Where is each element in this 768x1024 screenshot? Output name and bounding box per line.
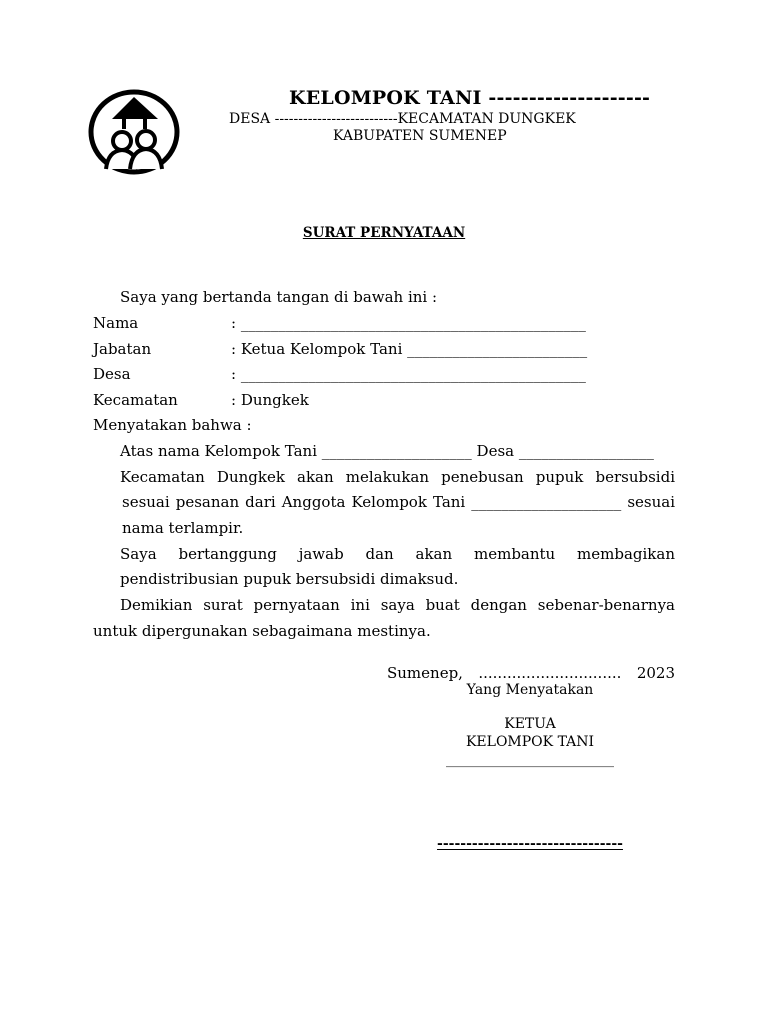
- field-value-jabatan: : Ketua Kelompok Tani ________________________: [231, 340, 588, 358]
- body-line-5: Saya bertanggung jawab dan akan membantu membagikan: [120, 545, 675, 563]
- intro-text: Saya yang bertanda tangan di bawah ini :: [120, 288, 438, 306]
- signature-name-placeholder: --------------------------------: [437, 836, 623, 852]
- field-label-jabatan: Jabatan: [93, 340, 152, 358]
- body-line-1: Atas nama Kelompok Tani ____________________ Desa __________________: [120, 442, 654, 460]
- kop-title: KELOMPOK TANI --------------------: [289, 87, 651, 109]
- field-label-kecamatan: Kecamatan: [93, 391, 178, 409]
- signature-yang-menyatakan: Yang Menyatakan: [466, 682, 594, 698]
- signature-date-dots: ..............................: [478, 664, 622, 682]
- signature-jabatan-kelompok: KELOMPOK TANI: [465, 734, 595, 750]
- field-label-desa: Desa: [93, 365, 131, 383]
- signature-city: Sumenep,: [387, 664, 463, 682]
- signature-jabatan-ketua: KETUA: [504, 716, 556, 732]
- field-value-nama: : ______________________________________________: [231, 314, 586, 332]
- body-line-7: Demikian surat pernyataan ini saya buat dengan sebenar-benarnya: [120, 596, 675, 614]
- signature-year: 2023: [636, 664, 675, 682]
- body-line-2: Kecamatan Dungkek akan melakukan penebusan pupuk bersubsidi: [120, 468, 675, 486]
- kop-desa-kecamatan: DESA --------------------------KECAMATAN DUNGKEK: [229, 111, 576, 127]
- letter-title: [0, 225, 768, 241]
- body-line-8: untuk dipergunakan sebagaimana mestinya.: [93, 622, 431, 640]
- field-value-kecamatan: : Dungkek: [231, 391, 309, 409]
- letter-title-text: SURAT PERNYATAAN: [302, 225, 466, 241]
- signature-underline: ________________________: [446, 752, 614, 768]
- field-label-nama: Nama: [93, 314, 139, 332]
- body-line-6: pendistribusian pupuk bersubsidi dimaksud.: [120, 570, 459, 588]
- kelompok-tani-logo: [88, 89, 181, 175]
- kop-kabupaten: KABUPATEN SUMENEP: [333, 128, 507, 144]
- field-value-desa: : ______________________________________________: [231, 365, 586, 383]
- body-line-3: sesuai pesanan dari Anggota Kelompok Tani ____________________ sesuai: [122, 493, 675, 511]
- body-line-4: nama terlampir.: [122, 519, 244, 537]
- menyatakan-text: Menyatakan bahwa :: [93, 416, 252, 434]
- signature-date-line: [387, 664, 675, 682]
